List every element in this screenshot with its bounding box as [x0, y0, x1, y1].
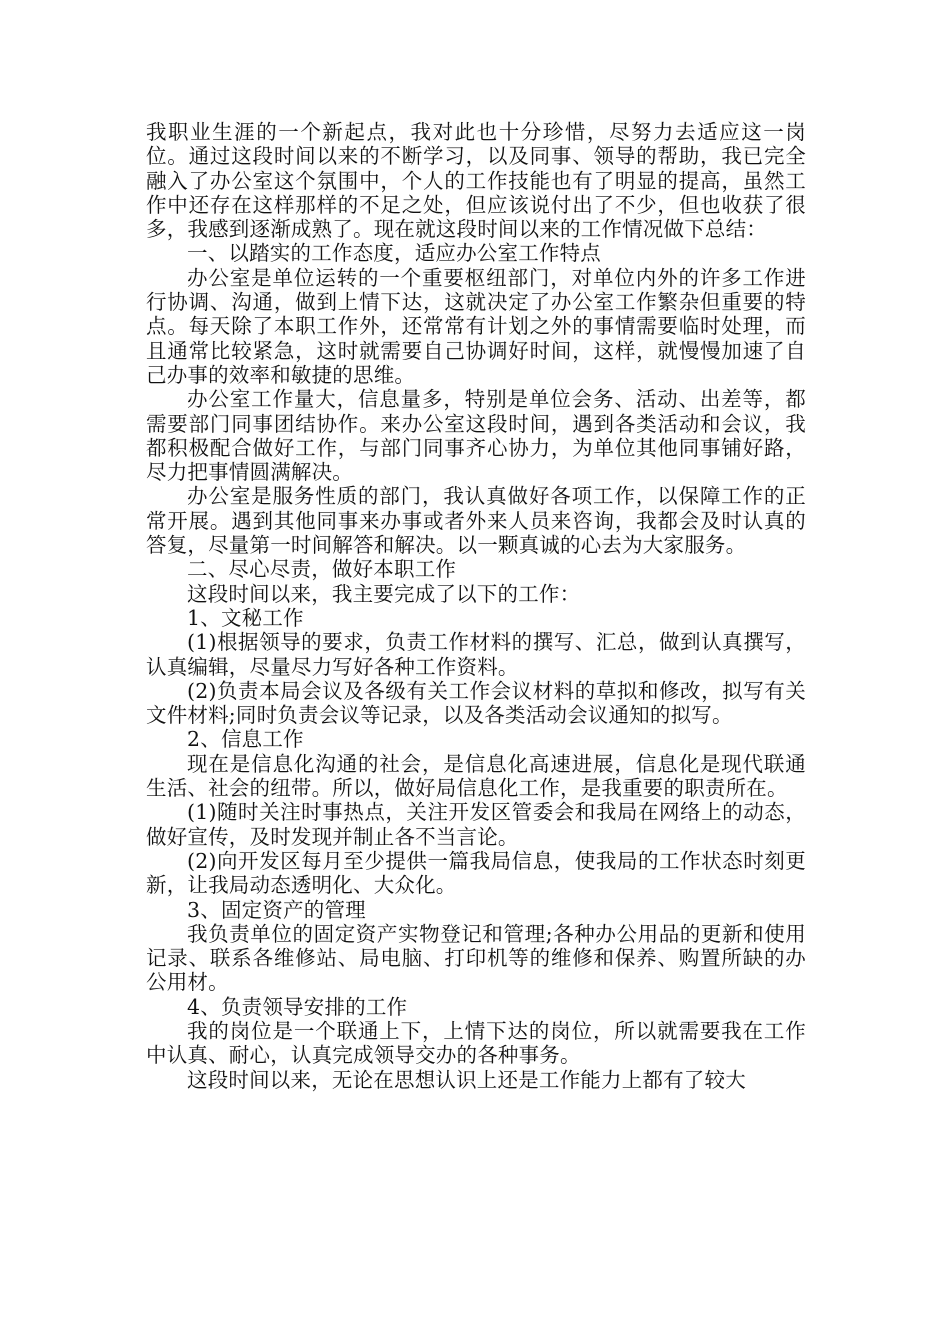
list-item: (2)负责本局会议及各级有关工作会议材料的草拟和修改，拟写有关文件材料;同时负责会议等记录，以及各类活动会议通知的拟写。 [146, 678, 806, 728]
paragraph: 这段时间以来，我主要完成了以下的工作： [187, 581, 581, 606]
subheading-leadership-tasks: 4、负责领导安排的工作 [187, 994, 408, 1019]
subheading-secretarial: 1、文秘工作 [187, 605, 304, 630]
paragraph: 办公室工作量大，信息量多，特别是单位会务、活动、出差等，都需要部门同事团结协作。来办公室这段时间，遇到各类活动和会议，我都积极配合做好工作，与部门同事齐心协力，为单位其他同事铺好路，尽力把事情圆满解决。 [146, 387, 806, 485]
list-item: (2)向开发区每月至少提供一篇我局信息，使我局的工作状态时刻更新，让我局动态透明化、大众化。 [146, 848, 806, 898]
section-heading-1: 一、以踏实的工作态度，适应办公室工作特点 [187, 241, 601, 266]
paragraph: 办公室是服务性质的部门，我认真做好各项工作，以保障工作的正常开展。遇到其他同事来办事或者外来人员来咨询，我都会及时认真的答复，尽量第一时间解答和解决。以一颗真诚的心去为大家服务。 [146, 484, 806, 558]
subheading-assets: 3、固定资产的管理 [187, 897, 366, 922]
document-body [146, 120, 806, 1092]
subheading-information: 2、信息工作 [187, 727, 304, 752]
paragraph: 我的岗位是一个联通上下，上情下达的岗位，所以就需要我在工作中认真、耐心，认真完成领导交办的各种事务。 [146, 1018, 806, 1068]
list-item: (1)随时关注时事热点，关注开发区管委会和我局在网络上的动态，做好宣传，及时发现并制止各不当言论。 [146, 800, 806, 849]
paragraph: 我负责单位的固定资产实物登记和管理;各种办公用品的更新和使用记录、联系各维修站、局电脑、打印机等的维修和保养、购置所缺的办公用材。 [146, 921, 806, 995]
section-heading-2: 二、尽心尽责，做好本职工作 [187, 557, 457, 582]
list-item: (1)根据领导的要求，负责工作材料的撰写、汇总，做到认真撰写，认真编辑，尽量尽力写好各种工作资料。 [146, 630, 806, 679]
paragraph: 现在是信息化沟通的社会，是信息化高速进展，信息化是现代联通生活、社会的纽带。所以，做好局信息化工作，是我重要的职责所在。 [146, 751, 806, 801]
paragraph-closing: 这段时间以来，无论在思想认识上还是工作能力上都有了较大 [187, 1067, 746, 1092]
paragraph: 办公室是单位运转的一个重要枢纽部门，对单位内外的许多工作进行协调、沟通，做到上情下达，这就决定了办公室工作繁杂但重要的特点。每天除了本职工作外，还常常有计划之外的事情需要临时处理，而且通常比较紧急，这时就需要自己协调好时间，这样，就慢慢加速了自己办事的效率和敏捷的思维。 [146, 265, 806, 387]
paragraph-opening: 我职业生涯的一个新起点，我对此也十分珍惜，尽努力去适应这一岗位。通过这段时间以来的不断学习，以及同事、领导的帮助，我已完全融入了办公室这个氛围中，个人的工作技能也有了明显的提高，虽然工作中还存在这样那样的不足之处，但应该说付出了不少，但也收获了很多，我感到逐渐成熟了。现在就这段时间以来的工作情况做下总结： [146, 120, 806, 242]
